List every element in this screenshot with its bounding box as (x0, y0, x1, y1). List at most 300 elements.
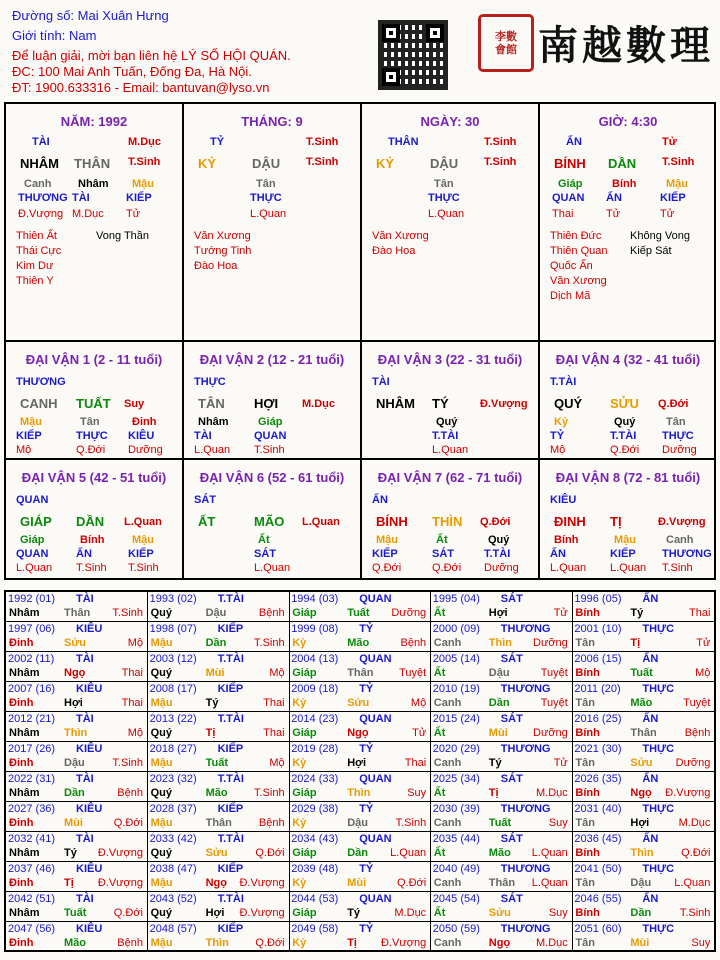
annual-stage: Q.Đới (113, 907, 143, 919)
star-item: Kiếp Sát (630, 245, 672, 257)
annual-cell[interactable] (289, 712, 431, 742)
luck-stem: BÍNH (376, 514, 408, 529)
annual-god: KIÊU (76, 623, 103, 635)
annual-cell[interactable] (431, 892, 573, 922)
gender-row (12, 28, 96, 43)
annual-cell[interactable] (572, 682, 714, 712)
annual-stage: Dưỡng (391, 607, 427, 619)
gender-label: Giới tính: (12, 28, 66, 43)
annual-cell[interactable] (289, 652, 431, 682)
hidden-stem: Bính (80, 534, 105, 546)
annual-cell[interactable] (431, 682, 573, 712)
annual-god: KIÊU (76, 743, 103, 755)
annual-year: 2048 (57) (149, 923, 197, 935)
pillar-stem-stage: Tử (662, 136, 677, 148)
luck-branch-stage: Q.Đới (658, 398, 689, 410)
pillar-stem: NHÂM (20, 156, 59, 171)
annual-branch: Mão (205, 787, 228, 799)
pillar-branch-stage: T.Sinh (484, 156, 517, 168)
luck-branch-stage: Đ.Vượng (658, 516, 706, 528)
luck-title: ĐẠI VẬN 4 (32 - 41 tuổi) (555, 352, 701, 367)
hidden-stem-god: KIÊU (128, 430, 155, 442)
annual-cell[interactable] (572, 862, 714, 892)
annual-year: 2014 (23) (291, 713, 339, 725)
annual-god: T.TÀI (217, 773, 244, 785)
annual-god: KIÊU (76, 803, 103, 815)
annual-stem: Kỷ (292, 697, 307, 709)
annual-god: KIÊU (76, 863, 103, 875)
annual-branch: Thìn (630, 847, 654, 859)
pillar-cell[interactable] (6, 104, 182, 340)
annual-table (4, 590, 716, 952)
annual-year: 2003 (12) (149, 653, 197, 665)
annual-cell[interactable] (572, 922, 714, 952)
annual-year: 1993 (02) (149, 593, 197, 605)
annual-cell[interactable] (431, 772, 573, 802)
qr-code-icon[interactable] (378, 20, 448, 90)
annual-cell[interactable] (148, 682, 290, 712)
annual-year: 2018 (27) (149, 743, 197, 755)
annual-stem: Bính (575, 787, 600, 799)
annual-stage: Q.Đới (113, 817, 143, 829)
annual-stage: Tuyệt (540, 667, 568, 679)
hidden-stem-stage: Dưỡng (128, 444, 163, 456)
annual-cell[interactable] (148, 652, 290, 682)
annual-year: 2032 (41) (8, 833, 56, 845)
annual-god: TỶ (359, 683, 374, 695)
annual-god: TÀI (76, 833, 94, 845)
annual-cell[interactable] (6, 832, 148, 862)
annual-cell[interactable] (572, 592, 714, 622)
annual-stem: Giáp (292, 607, 317, 619)
annual-cell[interactable] (6, 892, 148, 922)
annual-cell[interactable] (6, 712, 148, 742)
annual-cell[interactable] (572, 652, 714, 682)
annual-stem: Đinh (9, 757, 34, 769)
annual-year: 2020 (29) (432, 743, 480, 755)
annual-stem: Ất (433, 847, 446, 859)
annual-god: KIẾP (217, 923, 244, 935)
luck-branch-stage: L.Quan (302, 516, 340, 528)
annual-year: 2024 (33) (291, 773, 339, 785)
annual-stage: Bệnh (258, 817, 285, 829)
annual-stem: Ất (433, 727, 446, 739)
luck-pillar-cell[interactable] (6, 342, 182, 458)
annual-branch: Thân (205, 817, 232, 829)
annual-stage: Bệnh (117, 937, 143, 949)
star-item: Quốc Ấn (550, 260, 593, 272)
annual-stem: Bính (575, 607, 600, 619)
luck-pillar-cell[interactable] (362, 342, 538, 458)
annual-branch: Dần (347, 847, 368, 859)
hidden-stem: Canh (24, 178, 52, 190)
annual-stage: Tử (696, 637, 711, 649)
luck-pillar-cell[interactable] (540, 342, 716, 458)
hidden-stem: Ất (436, 534, 448, 546)
hidden-stem: Nhâm (78, 178, 109, 190)
annual-year: 1999 (08) (291, 623, 339, 635)
annual-stage: Q.Đới (255, 937, 285, 949)
annual-cell[interactable] (6, 622, 148, 652)
annual-year: 2045 (54) (432, 893, 480, 905)
annual-god: THƯƠNG (500, 803, 551, 815)
annual-branch: Mùi (64, 817, 83, 829)
annual-cell[interactable] (289, 742, 431, 772)
annual-cell[interactable] (148, 592, 290, 622)
annual-cell[interactable] (148, 862, 290, 892)
annual-cell[interactable] (289, 922, 431, 952)
annual-god: TỶ (359, 923, 374, 935)
annual-stage: L.Quan (531, 847, 568, 859)
annual-stage: Mộ (269, 757, 285, 769)
annual-stem: Nhâm (9, 907, 40, 919)
luck-stem-god: T.TÀI (550, 376, 577, 388)
annual-stem: Bính (575, 667, 600, 679)
luck-stem-god: QUAN (16, 494, 49, 506)
annual-god: KIẾP (217, 863, 244, 875)
annual-branch: Tị (488, 787, 499, 799)
annual-god: THỰC (642, 683, 675, 695)
annual-branch: Hợi (64, 697, 83, 709)
annual-stem: Ất (433, 607, 446, 619)
annual-cell[interactable] (6, 652, 148, 682)
annual-branch: Thìn (488, 637, 513, 649)
hidden-stem-stage: Mộ (550, 444, 566, 456)
annual-stem: Kỷ (292, 817, 307, 829)
annual-cell[interactable] (431, 622, 573, 652)
annual-stage: Thai (263, 697, 285, 709)
hidden-stem-stage: T.Sinh (128, 562, 159, 574)
annual-stage: Tuyệt (683, 697, 711, 709)
annual-year: 2019 (28) (291, 743, 339, 755)
hidden-stem-god: THỰC (250, 192, 282, 204)
annual-stage: Mộ (127, 637, 143, 649)
luck-title: ĐẠI VẬN 8 (72 - 81 tuổi) (555, 470, 701, 485)
pillar-branch: DẬU (252, 156, 281, 171)
annual-god: QUAN (359, 773, 392, 785)
annual-stage: Q.Đới (255, 847, 285, 859)
hidden-stem: Mậu (666, 178, 688, 190)
annual-stem: Mậu (150, 697, 173, 709)
pillar-stem: KỶ (198, 156, 217, 171)
star-item: Thiên Quan (550, 245, 608, 257)
hidden-stem: Đinh (132, 416, 157, 428)
hidden-stem-god: TÀI (72, 192, 90, 204)
chart-grid (4, 102, 716, 580)
luck-pillar-cell[interactable] (540, 460, 716, 578)
annual-cell[interactable] (148, 892, 290, 922)
annual-year: 2022 (31) (8, 773, 56, 785)
annual-cell[interactable] (572, 892, 714, 922)
annual-cell[interactable] (6, 742, 148, 772)
annual-branch: Thân (488, 877, 516, 889)
hidden-stem-stage: Q.Đới (76, 444, 106, 456)
annual-year: 2043 (52) (149, 893, 197, 905)
annual-stage: Dưỡng (533, 727, 568, 739)
annual-god: TỶ (359, 623, 374, 635)
hidden-stem-stage: Tử (660, 208, 675, 220)
annual-branch: Mùi (630, 937, 650, 949)
hidden-stem: Bính (612, 178, 637, 190)
annual-year: 2016 (25) (574, 713, 622, 725)
annual-stem: Canh (433, 817, 462, 829)
phone-email-text[interactable]: ĐT: 1900.633316 - Email: bantuvan@lyso.vn (12, 80, 270, 95)
annual-cell[interactable] (289, 772, 431, 802)
annual-year: 2030 (39) (432, 803, 480, 815)
annual-god: THỰC (642, 743, 675, 755)
luck-title: ĐẠI VẬN 2 (12 - 21 tuổi) (199, 352, 345, 367)
annual-stage: Tử (553, 757, 568, 769)
star-item: Vong Thần (96, 230, 150, 242)
annual-stem: Tân (575, 697, 595, 709)
annual-cell[interactable] (572, 772, 714, 802)
annual-branch: Tý (347, 907, 361, 919)
annual-year: 2026 (35) (574, 773, 622, 785)
annual-branch: Sửu (205, 847, 228, 859)
annual-year: 1994 (03) (291, 593, 339, 605)
hidden-stem-god: QUAN (16, 548, 49, 560)
annual-god: QUAN (359, 653, 392, 665)
pillar-stem-stage: M.Dục (128, 136, 161, 148)
annual-cell[interactable] (572, 802, 714, 832)
luck-branch: TÝ (432, 396, 449, 411)
annual-cell[interactable] (148, 922, 290, 952)
annual-year: 2023 (32) (149, 773, 197, 785)
annual-cell[interactable] (431, 832, 573, 862)
annual-cell[interactable] (148, 772, 290, 802)
annual-year: 2047 (56) (8, 923, 56, 935)
hidden-stem-stage: L.Quan (610, 562, 647, 574)
annual-year: 1996 (05) (574, 593, 622, 605)
pillar-cell[interactable] (362, 104, 538, 340)
pillar-stem: BÍNH (554, 156, 586, 171)
pillar-stem-god: THÂN (388, 136, 419, 148)
annual-god: ẤN (642, 833, 659, 845)
annual-stem: Quý (150, 607, 172, 619)
annual-cell[interactable] (148, 622, 290, 652)
annual-branch: Mùi (347, 877, 367, 889)
luck-pillar-cell[interactable] (6, 460, 182, 578)
annual-cell[interactable] (289, 862, 431, 892)
annual-stem: Quý (150, 727, 172, 739)
annual-cell[interactable] (148, 802, 290, 832)
annual-cell[interactable] (148, 712, 290, 742)
luck-branch-stage: Suy (124, 398, 145, 410)
annual-stem: Đinh (9, 817, 34, 829)
header (0, 0, 720, 100)
annual-branch: Dậu (488, 667, 510, 679)
annual-cell[interactable] (6, 682, 148, 712)
annual-stage: M.Dục (678, 817, 711, 829)
annual-branch: Thân (630, 727, 657, 739)
star-item: Kim Dư (16, 260, 54, 272)
annual-cell[interactable] (431, 802, 573, 832)
annual-cell[interactable] (572, 712, 714, 742)
pillar-cell[interactable] (540, 104, 716, 340)
annual-stage: T.Sinh (112, 607, 143, 619)
luck-branch: TUẤT (76, 396, 111, 411)
annual-stage: T.Sinh (679, 907, 711, 919)
annual-year: 2002 (11) (8, 653, 55, 665)
luck-stem: CANH (20, 396, 58, 411)
hidden-stem-stage: Mộ (16, 444, 32, 456)
annual-god: KIẾP (217, 683, 244, 695)
pillar-cell[interactable] (184, 104, 360, 340)
annual-cell[interactable] (6, 922, 148, 952)
luck-title: ĐẠI VẬN 3 (22 - 31 tuổi) (377, 352, 523, 367)
annual-year: 2044 (53) (291, 893, 339, 905)
annual-branch: Dậu (347, 817, 368, 829)
pillar-branch-stage: T.Sinh (662, 156, 695, 168)
annual-branch: Ngọ (64, 667, 86, 679)
annual-god: KIẾP (217, 743, 244, 755)
annual-stage: Tử (553, 607, 568, 619)
luck-title: ĐẠI VẬN 7 (62 - 71 tuổi) (377, 470, 523, 485)
luck-branch-stage: M.Dục (302, 398, 335, 410)
luck-stem-god: KIÊU (550, 494, 577, 506)
annual-stage: Tử (412, 727, 427, 739)
annual-cell[interactable] (148, 742, 290, 772)
luck-pillar-cell[interactable] (184, 342, 360, 458)
hidden-stem: Mậu (132, 178, 154, 190)
luck-branch: SỬU (610, 396, 639, 411)
annual-stem: Nhâm (9, 787, 40, 799)
hidden-stem-stage: L.Quan (194, 444, 231, 456)
luck-stem-god: SÁT (194, 494, 216, 506)
annual-god: THƯƠNG (500, 863, 551, 875)
annual-god: T.TÀI (217, 893, 244, 905)
annual-stage: Thai (404, 757, 427, 769)
annual-year: 2038 (47) (149, 863, 197, 875)
annual-branch: Sửu (64, 637, 87, 649)
annual-branch: Thìn (64, 727, 88, 739)
luck-pillar-cell[interactable] (184, 460, 360, 578)
annual-year: 2029 (38) (291, 803, 339, 815)
annual-stem: Kỷ (292, 877, 307, 889)
annual-stem: Mậu (150, 817, 173, 829)
hidden-stem-god: THỰC (76, 430, 108, 442)
annual-cell[interactable] (6, 862, 148, 892)
annual-cell[interactable] (572, 622, 714, 652)
annual-branch: Tuất (205, 757, 228, 769)
seal-stamp: 李數 會館 (478, 14, 534, 72)
annual-branch: Dần (488, 697, 510, 709)
annual-stem: Mậu (150, 877, 173, 889)
luck-stem-god: THƯƠNG (16, 376, 66, 388)
annual-stage: Mộ (410, 697, 427, 709)
hidden-stem-god: ẤN (550, 548, 566, 560)
hidden-stem-god: QUAN (552, 192, 585, 204)
annual-branch: Sửu (347, 697, 370, 709)
annual-year: 2035 (44) (432, 833, 480, 845)
annual-branch: Mão (64, 937, 86, 949)
annual-god: TỶ (359, 743, 374, 755)
hidden-stem: Kỷ (554, 416, 569, 428)
annual-cell[interactable] (289, 592, 431, 622)
annual-stem: Canh (433, 937, 462, 949)
annual-cell[interactable] (431, 862, 573, 892)
star-item: Văn Xương (372, 230, 429, 242)
annual-branch: Thìn (347, 787, 371, 799)
annual-cell[interactable] (572, 832, 714, 862)
annual-cell[interactable] (572, 742, 714, 772)
annual-year: 2021 (30) (574, 743, 622, 755)
annual-god: ẤN (642, 773, 659, 785)
annual-cell[interactable] (6, 772, 148, 802)
hidden-stem-god: THỰC (662, 430, 694, 442)
annual-branch: Sửu (488, 907, 511, 919)
hidden-stem-stage: L.Quan (250, 208, 287, 220)
annual-year: 1992 (01) (8, 593, 56, 605)
annual-god: TÀI (76, 593, 94, 605)
annual-branch: Hợi (630, 817, 650, 829)
annual-cell[interactable] (289, 622, 431, 652)
annual-stem: Bính (575, 727, 600, 739)
annual-year: 2037 (46) (8, 863, 56, 875)
annual-cell[interactable] (431, 652, 573, 682)
annual-cell[interactable] (289, 682, 431, 712)
luck-branch: MÃO (254, 514, 285, 529)
luck-branch: THÌN (432, 514, 463, 529)
address-text: ĐC: 100 Mai Anh Tuấn, Đống Đa, Hà Nội. (12, 64, 252, 79)
annual-god: THƯƠNG (500, 683, 551, 695)
hidden-stem-god: ẤN (606, 192, 622, 204)
annual-stem: Mậu (150, 637, 173, 649)
annual-cell[interactable] (289, 832, 431, 862)
star-item: Thái Cực (16, 245, 62, 257)
annual-cell[interactable] (289, 802, 431, 832)
annual-branch: Tý (64, 847, 77, 859)
annual-cell[interactable] (431, 742, 573, 772)
annual-stage: Thai (688, 607, 711, 619)
pillar-stem: KỶ (376, 156, 395, 171)
hidden-stem-stage: M.Dục (72, 208, 104, 220)
annual-cell[interactable] (6, 592, 148, 622)
annual-stem: Mậu (150, 937, 173, 949)
hidden-stem-god: SÁT (432, 548, 454, 560)
star-item: Thiên Y (16, 275, 54, 287)
annual-cell[interactable] (6, 802, 148, 832)
annual-stem: Bính (575, 847, 600, 859)
annual-stem: Ất (433, 667, 446, 679)
annual-stem: Canh (433, 877, 462, 889)
luck-title: ĐẠI VẬN 1 (2 - 11 tuổi) (25, 352, 163, 367)
annual-branch: Thân (64, 607, 91, 619)
hidden-stem-god: KIẾP (128, 548, 154, 560)
annual-god: QUAN (359, 893, 392, 905)
annual-god: KIẾP (217, 623, 244, 635)
hidden-stem: Tân (434, 178, 454, 190)
annual-stage: Thai (121, 667, 143, 679)
luck-pillar-cell[interactable] (362, 460, 538, 578)
hidden-stem-god: T.TÀI (484, 548, 511, 560)
annual-cell[interactable] (431, 922, 573, 952)
annual-year: 2042 (51) (8, 893, 56, 905)
hidden-stem-stage: Dưỡng (484, 562, 519, 574)
annual-stage: T.Sinh (112, 757, 143, 769)
annual-cell[interactable] (431, 712, 573, 742)
luck-branch: DẦN (76, 514, 105, 529)
annual-stem: Đinh (9, 697, 34, 709)
annual-god: QUAN (359, 713, 392, 725)
luck-branch-stage: L.Quan (124, 516, 162, 528)
annual-stem: Kỷ (292, 757, 307, 769)
annual-god: ẤN (642, 713, 659, 725)
annual-cell[interactable] (289, 892, 431, 922)
annual-branch: Tý (488, 757, 502, 769)
annual-cell[interactable] (148, 832, 290, 862)
annual-cell[interactable] (431, 592, 573, 622)
